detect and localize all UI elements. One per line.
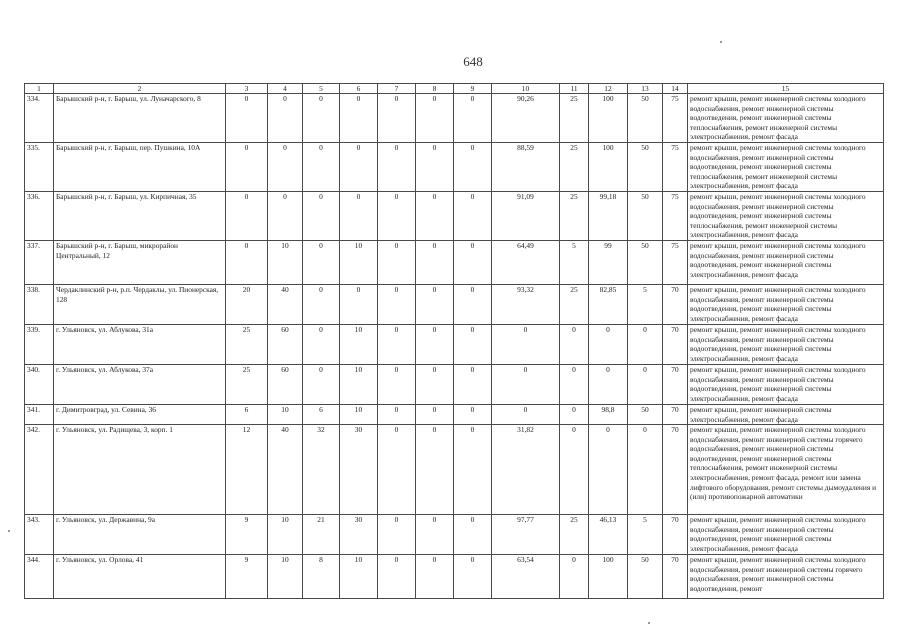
value-cell-col-13: 50 bbox=[628, 555, 663, 599]
value-cell-col-12: 82,85 bbox=[589, 284, 628, 324]
column-header-10: 10 bbox=[492, 84, 560, 94]
value-cell-col-4: 10 bbox=[268, 555, 303, 599]
table-row bbox=[25, 425, 884, 515]
works-list-cell: ремонт крыши, ремонт инженерной системы холодного водоснабжения, ремонт инженерной системы горячего водоснабжения, ремонт инженерной системы водоотведения, ремонт инженерной системы теплоснабжения, ремонт инженерной системы электроснабжения, ремонт фасада, ремонт или замена лифтового оборудования, ремонт системы дымоудаления и (или) противопожарной автоматики bbox=[688, 425, 884, 515]
address-cell: Барышский р-н, г. Барыш, микрорайон Центральный, 12 bbox=[54, 240, 226, 284]
address-cell: г. Ульяновск, ул. Радищева, 3, корп. 1 bbox=[54, 425, 226, 515]
value-cell-col-4: 10 bbox=[268, 404, 303, 424]
value-cell-col-8: 0 bbox=[416, 364, 454, 404]
value-cell-col-13: 50 bbox=[628, 240, 663, 284]
value-cell-col-6: 10 bbox=[340, 404, 378, 424]
value-cell-col-7: 0 bbox=[378, 404, 416, 424]
value-cell-col-9: 0 bbox=[454, 364, 492, 404]
value-cell-col-10: 91,09 bbox=[492, 191, 560, 240]
value-cell-col-11: 0 bbox=[560, 324, 589, 364]
value-cell-col-4: 10 bbox=[268, 240, 303, 284]
value-cell-col-4: 0 bbox=[268, 191, 303, 240]
row-number-cell: 341. bbox=[25, 404, 54, 424]
value-cell-col-11: 25 bbox=[560, 142, 589, 191]
table-row bbox=[25, 94, 884, 143]
row-number-cell: 339. bbox=[25, 324, 54, 364]
value-cell-col-11: 5 bbox=[560, 240, 589, 284]
value-cell-col-14: 75 bbox=[663, 142, 688, 191]
row-number-cell: 337. bbox=[25, 240, 54, 284]
value-cell-col-6: 0 bbox=[340, 284, 378, 324]
value-cell-col-11: 0 bbox=[560, 364, 589, 404]
address-cell: г. Ульяновск, ул. Аблукова, 31а bbox=[54, 324, 226, 364]
column-header-8: 8 bbox=[416, 84, 454, 94]
works-list-cell: ремонт крыши, ремонт инженерной системы холодного водоснабжения, ремонт инженерной системы водоотведения, ремонт инженерной системы электроснабжения, ремонт фасада bbox=[688, 284, 884, 324]
works-list-cell: ремонт крыши, ремонт инженерной системы холодного водоснабжения, ремонт инженерной системы водоотведения, ремонт инженерной системы электроснабжения, ремонт фасада bbox=[688, 364, 884, 404]
value-cell-col-5: 6 bbox=[303, 404, 340, 424]
value-cell-col-5: 0 bbox=[303, 324, 340, 364]
value-cell-col-3: 12 bbox=[226, 425, 268, 515]
value-cell-col-9: 0 bbox=[454, 94, 492, 143]
value-cell-col-11: 25 bbox=[560, 191, 589, 240]
address-cell: Барышский р-н, г. Барыш, пер. Пушкина, 10А bbox=[54, 142, 226, 191]
row-number-cell: 338. bbox=[25, 284, 54, 324]
table-row bbox=[25, 364, 884, 404]
value-cell-col-11: 25 bbox=[560, 284, 589, 324]
works-list-cell: ремонт крыши, ремонт инженерной системы холодного водоснабжения, ремонт инженерной системы водоотведения, ремонт инженерной системы электроснабжения, ремонт фасада bbox=[688, 324, 884, 364]
column-header-6: 6 bbox=[340, 84, 378, 94]
value-cell-col-5: 0 bbox=[303, 94, 340, 143]
value-cell-col-12: 0 bbox=[589, 425, 628, 515]
value-cell-col-3: 25 bbox=[226, 324, 268, 364]
value-cell-col-13: 0 bbox=[628, 425, 663, 515]
row-number-cell: 342. bbox=[25, 425, 54, 515]
row-number-cell: 335. bbox=[25, 142, 54, 191]
value-cell-col-6: 10 bbox=[340, 555, 378, 599]
value-cell-col-4: 60 bbox=[268, 324, 303, 364]
value-cell-col-5: 0 bbox=[303, 284, 340, 324]
value-cell-col-4: 40 bbox=[268, 284, 303, 324]
value-cell-col-11: 0 bbox=[560, 555, 589, 599]
value-cell-col-14: 75 bbox=[663, 240, 688, 284]
value-cell-col-13: 50 bbox=[628, 404, 663, 424]
table-row bbox=[25, 240, 884, 284]
value-cell-col-5: 32 bbox=[303, 425, 340, 515]
value-cell-col-13: 50 bbox=[628, 191, 663, 240]
value-cell-col-6: 0 bbox=[340, 142, 378, 191]
value-cell-col-6: 0 bbox=[340, 191, 378, 240]
scan-speck bbox=[720, 41, 722, 43]
table-body bbox=[25, 94, 884, 599]
value-cell-col-10: 88,59 bbox=[492, 142, 560, 191]
value-cell-col-14: 70 bbox=[663, 515, 688, 555]
value-cell-col-12: 99,18 bbox=[589, 191, 628, 240]
value-cell-col-7: 0 bbox=[378, 142, 416, 191]
value-cell-col-5: 8 bbox=[303, 555, 340, 599]
value-cell-col-14: 70 bbox=[663, 555, 688, 599]
value-cell-col-5: 21 bbox=[303, 515, 340, 555]
value-cell-col-12: 0 bbox=[589, 364, 628, 404]
value-cell-col-6: 10 bbox=[340, 324, 378, 364]
value-cell-col-8: 0 bbox=[416, 191, 454, 240]
column-header-5: 5 bbox=[303, 84, 340, 94]
value-cell-col-9: 0 bbox=[454, 240, 492, 284]
value-cell-col-10: 0 bbox=[492, 324, 560, 364]
value-cell-col-12: 46,13 bbox=[589, 515, 628, 555]
value-cell-col-7: 0 bbox=[378, 555, 416, 599]
value-cell-col-9: 0 bbox=[454, 284, 492, 324]
value-cell-col-13: 5 bbox=[628, 284, 663, 324]
value-cell-col-10: 0 bbox=[492, 404, 560, 424]
works-list-cell: ремонт крыши, ремонт инженерной системы холодного водоснабжения, ремонт инженерной системы горячего водоснабжения, ремонт инженерной системы водоотведения, ремонт bbox=[688, 555, 884, 599]
column-header-9: 9 bbox=[454, 84, 492, 94]
value-cell-col-14: 70 bbox=[663, 284, 688, 324]
value-cell-col-14: 70 bbox=[663, 324, 688, 364]
value-cell-col-8: 0 bbox=[416, 94, 454, 143]
address-cell: Барышский р-н, г. Барыш, ул. Луначарского, 8 bbox=[54, 94, 226, 143]
row-number-cell: 344. bbox=[25, 555, 54, 599]
value-cell-col-14: 75 bbox=[663, 191, 688, 240]
value-cell-col-3: 25 bbox=[226, 364, 268, 404]
value-cell-col-14: 70 bbox=[663, 404, 688, 424]
value-cell-col-7: 0 bbox=[378, 425, 416, 515]
works-list-cell: ремонт крыши, ремонт инженерной системы холодного водоснабжения, ремонт инженерной системы водоотведения, ремонт инженерной системы электроснабжения, ремонт фасада bbox=[688, 240, 884, 284]
value-cell-col-8: 0 bbox=[416, 240, 454, 284]
value-cell-col-12: 99 bbox=[589, 240, 628, 284]
address-cell: г. Ульяновск, ул. Державина, 9а bbox=[54, 515, 226, 555]
address-cell: г. Димитровград, ул. Севина, 36 bbox=[54, 404, 226, 424]
value-cell-col-7: 0 bbox=[378, 515, 416, 555]
value-cell-col-11: 25 bbox=[560, 94, 589, 143]
table-row bbox=[25, 555, 884, 599]
value-cell-col-8: 0 bbox=[416, 324, 454, 364]
repair-program-table bbox=[24, 83, 884, 599]
column-header-4: 4 bbox=[268, 84, 303, 94]
value-cell-col-7: 0 bbox=[378, 94, 416, 143]
value-cell-col-8: 0 bbox=[416, 142, 454, 191]
value-cell-col-3: 0 bbox=[226, 240, 268, 284]
value-cell-col-9: 0 bbox=[454, 142, 492, 191]
value-cell-col-10: 64,49 bbox=[492, 240, 560, 284]
column-header-11: 11 bbox=[560, 84, 589, 94]
works-list-cell: ремонт крыши, ремонт инженерной системы холодного водоснабжения, ремонт инженерной системы водоотведения, ремонт инженерной системы электроснабжения, ремонт фасада bbox=[688, 515, 884, 555]
table-row bbox=[25, 191, 884, 240]
value-cell-col-5: 0 bbox=[303, 191, 340, 240]
value-cell-col-8: 0 bbox=[416, 404, 454, 424]
value-cell-col-13: 50 bbox=[628, 142, 663, 191]
value-cell-col-5: 0 bbox=[303, 142, 340, 191]
value-cell-col-3: 0 bbox=[226, 94, 268, 143]
address-cell: Барышский р-н, г. Барыш, ул. Кирпичная, 35 bbox=[54, 191, 226, 240]
value-cell-col-14: 70 bbox=[663, 425, 688, 515]
column-header-12: 12 bbox=[589, 84, 628, 94]
value-cell-col-7: 0 bbox=[378, 240, 416, 284]
value-cell-col-9: 0 bbox=[454, 404, 492, 424]
value-cell-col-5: 0 bbox=[303, 364, 340, 404]
works-list-cell: ремонт крыши, ремонт инженерной системы холодного водоснабжения, ремонт инженерной системы водоотведения, ремонт инженерной системы теплоснабжения, ремонт инженерной системы электроснабжения, ремонт фасада bbox=[688, 94, 884, 143]
value-cell-col-13: 0 bbox=[628, 324, 663, 364]
column-header-14: 14 bbox=[663, 84, 688, 94]
value-cell-col-9: 0 bbox=[454, 555, 492, 599]
value-cell-col-6: 10 bbox=[340, 364, 378, 404]
value-cell-col-5: 0 bbox=[303, 240, 340, 284]
column-header-3: 3 bbox=[226, 84, 268, 94]
value-cell-col-8: 0 bbox=[416, 425, 454, 515]
value-cell-col-9: 0 bbox=[454, 425, 492, 515]
value-cell-col-3: 0 bbox=[226, 191, 268, 240]
scan-speck bbox=[8, 530, 10, 532]
value-cell-col-10: 90,26 bbox=[492, 94, 560, 143]
value-cell-col-11: 0 bbox=[560, 404, 589, 424]
table-row bbox=[25, 142, 884, 191]
value-cell-col-12: 98,8 bbox=[589, 404, 628, 424]
value-cell-col-10: 63,54 bbox=[492, 555, 560, 599]
value-cell-col-3: 20 bbox=[226, 284, 268, 324]
value-cell-col-14: 75 bbox=[663, 94, 688, 143]
table-row bbox=[25, 324, 884, 364]
value-cell-col-11: 25 bbox=[560, 515, 589, 555]
value-cell-col-4: 0 bbox=[268, 94, 303, 143]
value-cell-col-12: 100 bbox=[589, 555, 628, 599]
page-number: 648 bbox=[463, 54, 483, 69]
address-cell: Чердаклинский р-н, р.п. Чердаклы, ул. Пионерская, 128 bbox=[54, 284, 226, 324]
value-cell-col-10: 97,77 bbox=[492, 515, 560, 555]
address-cell: г. Ульяновск, ул. Аблукова, 37а bbox=[54, 364, 226, 404]
value-cell-col-7: 0 bbox=[378, 191, 416, 240]
value-cell-col-9: 0 bbox=[454, 324, 492, 364]
value-cell-col-7: 0 bbox=[378, 324, 416, 364]
value-cell-col-10: 31,82 bbox=[492, 425, 560, 515]
value-cell-col-3: 0 bbox=[226, 142, 268, 191]
value-cell-col-13: 50 bbox=[628, 94, 663, 143]
value-cell-col-7: 0 bbox=[378, 364, 416, 404]
value-cell-col-14: 70 bbox=[663, 364, 688, 404]
table-row bbox=[25, 404, 884, 424]
value-cell-col-12: 0 bbox=[589, 324, 628, 364]
value-cell-col-6: 30 bbox=[340, 515, 378, 555]
value-cell-col-6: 0 bbox=[340, 94, 378, 143]
column-header-15: 15 bbox=[688, 84, 884, 94]
value-cell-col-3: 9 bbox=[226, 555, 268, 599]
works-list-cell: ремонт крыши, ремонт инженерной системы электроснабжения, ремонт фасада bbox=[688, 404, 884, 424]
header-row bbox=[25, 84, 884, 94]
value-cell-col-3: 6 bbox=[226, 404, 268, 424]
value-cell-col-8: 0 bbox=[416, 515, 454, 555]
value-cell-col-4: 40 bbox=[268, 425, 303, 515]
column-header-2: 2 bbox=[54, 84, 226, 94]
value-cell-col-4: 0 bbox=[268, 142, 303, 191]
value-cell-col-6: 30 bbox=[340, 425, 378, 515]
value-cell-col-10: 0 bbox=[492, 364, 560, 404]
row-number-cell: 340. bbox=[25, 364, 54, 404]
value-cell-col-6: 10 bbox=[340, 240, 378, 284]
value-cell-col-8: 0 bbox=[416, 555, 454, 599]
value-cell-col-4: 10 bbox=[268, 515, 303, 555]
works-list-cell: ремонт крыши, ремонт инженерной системы холодного водоснабжения, ремонт инженерной системы водоотведения, ремонт инженерной системы теплоснабжения, ремонт инженерной системы электроснабжения, ремонт фасада bbox=[688, 142, 884, 191]
address-cell: г. Ульяновск, ул. Орлова, 41 bbox=[54, 555, 226, 599]
value-cell-col-7: 0 bbox=[378, 284, 416, 324]
value-cell-col-11: 0 bbox=[560, 425, 589, 515]
table-row bbox=[25, 515, 884, 555]
row-number-cell: 343. bbox=[25, 515, 54, 555]
value-cell-col-10: 93,32 bbox=[492, 284, 560, 324]
value-cell-col-8: 0 bbox=[416, 284, 454, 324]
value-cell-col-9: 0 bbox=[454, 191, 492, 240]
row-number-cell: 334. bbox=[25, 94, 54, 143]
column-header-13: 13 bbox=[628, 84, 663, 94]
table-row bbox=[25, 284, 884, 324]
value-cell-col-9: 0 bbox=[454, 515, 492, 555]
row-number-cell: 336. bbox=[25, 191, 54, 240]
value-cell-col-13: 5 bbox=[628, 515, 663, 555]
value-cell-col-13: 0 bbox=[628, 364, 663, 404]
value-cell-col-4: 60 bbox=[268, 364, 303, 404]
column-header-1: 1 bbox=[25, 84, 54, 94]
value-cell-col-12: 100 bbox=[589, 142, 628, 191]
works-list-cell: ремонт крыши, ремонт инженерной системы холодного водоснабжения, ремонт инженерной системы водоотведения, ремонт инженерной системы теплоснабжения, ремонт инженерной системы электроснабжения, ремонт фасада bbox=[688, 191, 884, 240]
value-cell-col-3: 9 bbox=[226, 515, 268, 555]
scan-speck bbox=[648, 622, 650, 624]
value-cell-col-12: 100 bbox=[589, 94, 628, 143]
column-header-7: 7 bbox=[378, 84, 416, 94]
